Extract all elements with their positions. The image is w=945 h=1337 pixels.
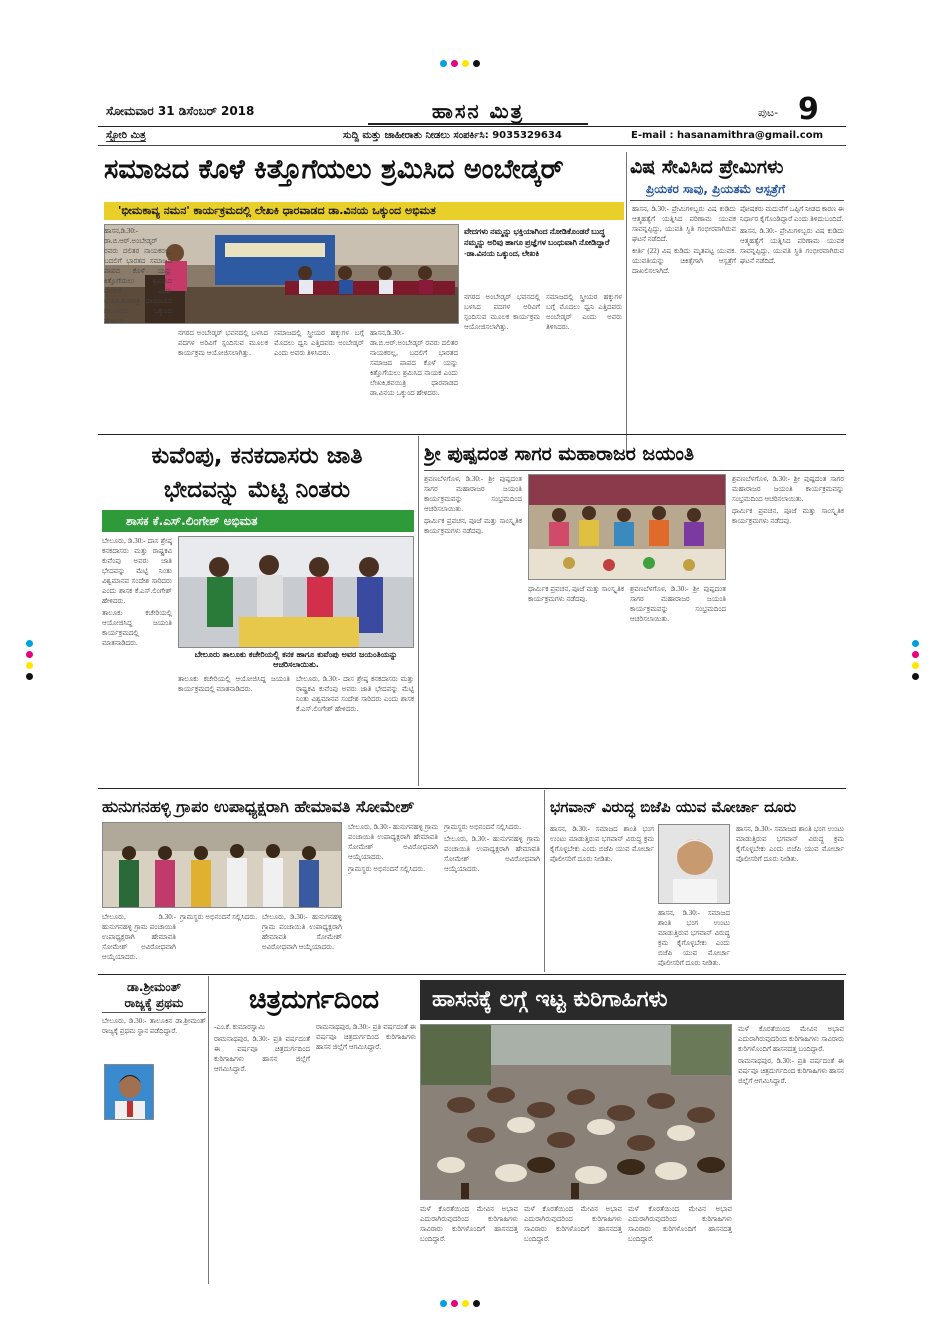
ambedkar-headline: ಸಮಾಜದ ಕೊಳೆ ಕಿತ್ತೊಗೆಯಲು ಶ್ರಮಿಸಿದ ಅಂಬೇಡ್ಕರ್	[104, 154, 564, 185]
hunugana-paragraph: ಗ್ರಾಮಸ್ಥರು ಅಭಿನಂದನೆ ಸಲ್ಲಿಸಿದರು.	[444, 823, 522, 831]
hasana-sheep-headline: ಹಾಸನಕ್ಕೆ ಲಗ್ಗೆ ಇಟ್ಟ ಕುರಿಗಾಹಿಗಳು	[420, 980, 844, 1020]
poison-paragraph: ಪೋಷಕರು ಮದುವೆಗೆ ಒಪ್ಪಿಗೆ ನೀಡದ ಕಾರಣ ಈ ನಿರ್ಧಾರ ಕೈಗೊಂಡಿದ್ದಾರೆ ಎಂದು ತಿಳಿದುಬಂದಿದೆ.	[740, 205, 844, 223]
sheep-paragraph: ಮಳೆ ಕೊರತೆಯಿಂದ ಮೇವಿನ ಅಭಾವ ಎದುರಾಗಿರುವುದರಿಂದ ಕುರಿಗಾಹಿಗಳು ಸಾವಿರಾರು ಕುರಿಗಳೊಂದಿಗೆ ಹಾಸನದತ್ತ ಬಂದಿದ್ದಾರೆ.	[420, 1205, 518, 1243]
poison-body-col1	[632, 204, 736, 456]
ambedkar-body-col1	[104, 226, 172, 456]
chitradurga-paragraph: ರಾಮನಾಥಪುರ, ಡಿ.30:- ಪ್ರತಿ ವರ್ಷದಂತೆ ಈ ವರ್ಷವೂ ಚಿತ್ರದುರ್ಗದಿಂದ ಕುರಿಗಾಹಿಗಳು ಹಾಸನ ಜಿಲ್ಲೆಗೆ ಆಗಮಿಸಿದ್ದಾರೆ.	[316, 1023, 416, 1051]
kuvempu-subheadline: ಶಾಸಕ ಕೆ.ಎಸ್.ಲಿಂಗೇಶ್ ಅಭಿಮತ	[102, 510, 414, 532]
sheep-paragraph: ಮಳೆ ಕೊರತೆಯಿಂದ ಮೇವಿನ ಅಭಾವ ಎದುರಾಗಿರುವುದರಿಂದ ಕುರಿಗಾಹಿಗಳು ಸಾವಿರಾರು ಕುರಿಗಳೊಂದಿಗೆ ಹಾಸನದತ್ತ ಬಂದಿದ್ದಾರೆ.	[738, 1025, 844, 1053]
hunugana-paragraph: ಗ್ರಾಮಸ್ಥರು ಅಭಿನಂದನೆ ಸಲ್ಲಿಸಿದರು.	[180, 913, 258, 921]
issue-date: ಸೋಮವಾರ 31 ಡಿಸೆಂಬರ್ 2018	[106, 104, 255, 118]
kuvempu-body-col2	[178, 674, 290, 786]
sheep-paragraph: ಮಳೆ ಕೊರತೆಯಿಂದ ಮೇವಿನ ಅಭಾವ ಎದುರಾಗಿರುವುದರಿಂದ ಕುರಿಗಾಹಿಗಳು ಸಾವಿರಾರು ಕುರಿಗಳೊಂದಿಗೆ ಹಾಸನದತ್ತ ಬಂದಿದ್ದಾರೆ.	[628, 1205, 732, 1243]
hunugana-paragraph: ಬೇಲೂರು, ಡಿ.30:- ಹುನುಗನಹಳ್ಳಿ ಗ್ರಾಮ ಪಂಚಾಯಿತಿ ಉಪಾಧ್ಯಕ್ಷರಾಗಿ ಹೇಮಾವತಿ ಸೋಮೇಶ್ ಅವಿರೋಧವಾಗಿ ಆಯ್ಕೆಯಾದರು.	[102, 913, 176, 961]
poison-rule	[630, 200, 844, 201]
section-logo: ಸ್ಟೋರಿ ಮಿತ್ರ	[106, 130, 146, 141]
kuvempu-body-col3	[296, 674, 414, 786]
rank-body	[102, 1016, 206, 1284]
hunugana-headline: ಹುನುಗನಹಳ್ಳಿ ಗ್ರಾಪಂ ಉಪಾಧ್ಯಕ್ಷರಾಗಿ ಹೇಮಾವತಿ ಸೋಮೇಶ್	[102, 797, 415, 816]
pushpadanta-event-photo	[528, 474, 726, 580]
kuvempu-paragraph: ಬೇಲೂರು, ಡಿ.30:- ದಾಸ ಶ್ರೇಷ್ಠ ಕನಕದಾಸರು ಮತ್ತು ರಾಷ್ಟ್ರಕವಿ ಕುವೆಂಪು ಅವರು ಜಾತಿ ಭೇದವನ್ನು ಮೆಟ್ಟಿ ನಿಂತು ವಿಶ್ವಮಾನವ ಸಂದೇಶ ಸಾರಿದರು ಎಂದು ಶಾಸಕ ಕೆ.ಎಸ್.ಲಿಂಗೇಶ್ ಹೇಳಿದರು.	[102, 537, 172, 605]
kuvempu-photo-caption: ಬೇಲೂರು ತಾಲೂಕು ಕಚೇರಿಯಲ್ಲಿ ಕನಕ ಹಾಗೂ ಕುವೆಂಪು ಅವರ ಜಯಂತಿಯನ್ನು ಆಚರಿಸಲಾಯಿತು.	[194, 650, 398, 669]
ambedkar-body-col5	[464, 292, 540, 456]
chitradurga-body-col2	[316, 1022, 416, 1284]
reg-yellow	[26, 662, 33, 669]
hunugana-body-col4	[348, 822, 438, 972]
bhagavan-body-col1	[550, 824, 654, 972]
pushpadanta-paragraph: ಧಾರ್ಮಿಕ ಪ್ರವಚನ, ಪೂಜೆ ಮತ್ತು ಸಾಂಸ್ಕೃತಿಕ ಕಾರ್ಯಕ್ರಮಗಳು ನಡೆದವು.	[732, 507, 844, 525]
quote-attribution: -ಡಾ.ವಿನಯ ಒಕ್ಕುಂದ, ಲೇಖಕಿ	[464, 249, 540, 258]
poison-subheadline: ಪ್ರಿಯಕರ ಸಾವು, ಪ್ರಿಯತಮೆ ಆಸ್ಪತ್ರೆಗೆ	[646, 182, 786, 196]
masthead	[98, 92, 846, 127]
ambedkar-body-col3	[274, 328, 364, 456]
poison-paragraph: ಕೀರ್ತಿ (22) ವಿಷ ಕುಡಿದು ಮೃತಪಟ್ಟ ಯುವಕ. ಯುವತಿಯನ್ನು ಚಿಕಿತ್ಸೆಗಾಗಿ ಆಸ್ಪತ್ರೆಗೆ ದಾಖಲಿಸಲಾಗಿದೆ.	[632, 247, 736, 275]
kuvempu-paragraph: ಬೇಲೂರು, ಡಿ.30:- ದಾಸ ಶ್ರೇಷ್ಠ ಕನಕದಾಸರು ಮತ್ತು ರಾಷ್ಟ್ರಕವಿ ಕುವೆಂಪು ಅವರು ಜಾತಿ ಭೇದವನ್ನು ಮೆಟ್ಟಿ ನಿಂತು ವಿಶ್ವಮಾನವ ಸಂದೇಶ ಸಾರಿದರು ಎಂದು ಶಾಸಕ ಕೆ.ಎಸ್.ಲಿಂಗೇಶ್ ಹೇಳಿದರು.	[296, 675, 414, 713]
pushpadanta-rule	[424, 470, 844, 471]
reg-magenta	[912, 651, 919, 658]
chitradurga-body-col1	[214, 1022, 310, 1284]
page-label: ಪುಟ-	[758, 106, 779, 119]
page-number: 9	[798, 92, 819, 127]
contact-rule	[98, 145, 846, 146]
kuvempu-paragraph: ತಾಲೂಕು ಕಚೇರಿಯಲ್ಲಿ ಆಯೋಜಿಸಿದ್ದ ಜಯಂತಿ ಕಾರ್ಯಕ್ರಮದಲ್ಲಿ ಮಾತನಾಡಿದರು.	[102, 609, 172, 647]
pushpadanta-body-col1	[424, 474, 522, 786]
column-rule	[626, 152, 627, 456]
column-rule	[208, 976, 209, 1284]
hunugana-body-col2	[180, 912, 258, 972]
sheep-body-col4	[738, 1024, 844, 1284]
registration-marks-right	[912, 640, 919, 680]
column-rule	[544, 790, 545, 972]
section-divider	[98, 974, 846, 975]
reg-magenta	[26, 651, 33, 658]
ambedkar-pull-quote	[464, 226, 620, 286]
hunugana-paragraph: ಗ್ರಾಮಸ್ಥರು ಅಭಿನಂದನೆ ಸಲ್ಲಿಸಿದರು.	[348, 865, 426, 873]
paper-title: ಹಾಸನ ಮಿತ್ರ	[368, 99, 588, 125]
poison-headline: ವಿಷ ಸೇವಿಸಿದ ಪ್ರೇಮಿಗಳು	[630, 156, 784, 178]
hunugana-group-photo	[102, 822, 342, 908]
reg-cyan	[440, 1300, 447, 1307]
kuvempu-headline-line1: ಕುವೆಂಪು, ಕನಕದಾಸರು ಜಾತಿ	[151, 443, 363, 469]
rank-rule	[102, 1012, 206, 1013]
bhagavan-paragraph: ಹಾಸನ, ಡಿ.30:- ಸಮಾಜದ ಶಾಂತಿ ಭಂಗ ಉಂಟು ಮಾಡುತ್ತಿರುವ ಭಗವಾನ್ ವಿರುದ್ಧ ಕ್ರಮ ಕೈಗೊಳ್ಳಬೇಕು ಎಂದು ಬಿಜೆಪಿ ಯುವ ಮೋರ್ಚಾ ಪೊಲೀಸರಿಗೆ ದೂರು ನೀಡಿತು.	[736, 825, 844, 863]
poison-body-col2	[740, 204, 844, 456]
chitradurga-headline: ಚಿತ್ರದುರ್ಗದಿಂದ	[248, 985, 380, 1015]
ambedkar-subheadline: 'ಭೀಮಕಾವ್ಯ ನಮನ' ಕಾರ್ಯಕ್ರಮದಲ್ಲಿ ಲೇಖಕಿ ಧಾರವಾಡದ ಡಾ.ವಿನಯ ಒಕ್ಕುಂದ ಅಭಿಮತ	[104, 202, 624, 220]
ambedkar-body-col4	[370, 328, 458, 456]
hunugana-paragraph: ಬೇಲೂರು, ಡಿ.30:- ಹುನುಗನಹಳ್ಳಿ ಗ್ರಾಮ ಪಂಚಾಯಿತಿ ಉಪಾಧ್ಯಕ್ಷರಾಗಿ ಹೇಮಾವತಿ ಸೋಮೇಶ್ ಅವಿರೋಧವಾಗಿ ಆಯ್ಕೆಯಾದರು.	[262, 913, 342, 951]
kuvempu-paragraph: ತಾಲೂಕು ಕಚೇರಿಯಲ್ಲಿ ಆಯೋಜಿಸಿದ್ದ ಜಯಂತಿ ಕಾರ್ಯಕ್ರಮದಲ್ಲಿ ಮಾತನಾಡಿದರು.	[178, 675, 290, 693]
ambedkar-body-col6	[546, 292, 622, 456]
pushpadanta-body-col4	[732, 474, 844, 786]
ambedkar-paragraph: ನಗರದ ಅಂಬೇಡ್ಕರ್ ಭವನದಲ್ಲಿ ಬಳಸಿದ ಪದಗಳ ಅರಿವಿಗೆ ಸ್ಪಂದಿಸುವ ಮೂಲಕ ಕಾರ್ಯಕ್ರಮ ಆಯೋಜಿಸಲಾಗಿತ್ತು.	[464, 293, 540, 331]
sheep-body-col1	[420, 1204, 518, 1284]
sheep-body-col2	[524, 1204, 622, 1284]
reg-magenta	[451, 1300, 458, 1307]
reg-black	[912, 673, 919, 680]
contact-email: E-mail : hasanamithra@gmail.com	[631, 130, 824, 141]
sheep-herd-photo	[420, 1024, 732, 1200]
hunugana-body-col3	[262, 912, 342, 972]
reg-cyan	[440, 60, 447, 67]
ambedkar-paragraph: ಸಮಾಜದಲ್ಲಿ ಸ್ತ್ರೀಯರ ಹಕ್ಕುಗಳ ಬಗ್ಗೆ ಮೊದಲು ಧ್ವನಿ ಎತ್ತಿದವರು ಅಂಬೇಡ್ಕರ್ ಎಂದು ಅವರು ತಿಳಿಸಿದರು.	[274, 329, 364, 357]
hunugana-body-col1	[102, 912, 176, 972]
ambedkar-paragraph: ಹಾಸನ,ಡಿ.30:- ಡಾ.ಬಿ.ಆರ್.ಅಂಬೇಡ್ಕರ್ ರವರು ದಲಿತರ ನಾಯಕರಲ್ಲ, ಬದಲಿಗೆ ಭಾರತದ ಸಮಾಜದ ಪಾಪದ ಕೊಳೆ ಯನ್ನು ಕಿತ್ತೊಗೆಯಲು ಶ್ರಮಿಸಿದ ನಾಯಕ ಎಂದು ಲೇಖಕಿ,ಕವಯಿತ್ರಿ ಧಾರವಾಡದ ಡಾ.ವಿನಯ ಒಕ್ಕುಂದ ಹೇಳಿದರು.	[104, 227, 172, 325]
rank-headline-line1: ಡಾ.ಶ್ರೀಮಂತ್	[127, 980, 181, 994]
hunugana-body-col5	[444, 822, 540, 972]
chitradurga-paragraph: -ಎಂ.ಕೆ. ಕುಮಾರಸ್ವಾಮಿ	[214, 1023, 265, 1031]
masthead-rule	[98, 126, 846, 127]
registration-marks-bottom	[440, 1300, 480, 1307]
reg-yellow	[462, 60, 469, 67]
reg-yellow	[462, 1300, 469, 1307]
bhagavan-body-col2	[658, 908, 730, 972]
registration-marks-left	[26, 640, 33, 680]
quote-text: ವೇದಗಳು ನಮ್ಮನ್ನು ಭಕ್ತಿಯಾಗಿಂದ ನೋಡಿಕೊಂಡರೆ ಬುದ್ಧ ನಮ್ಮನ್ನು ಅರಿವು ಹಾಗೂ ಪ್ರಜ್ಞೆಗಳ ಬಂಧುವಾಗಿ ನೋಡಿದ್ದಾರೆ	[464, 227, 610, 247]
kuvempu-headline-line2: ಭೇದವನ್ನು ಮೆಟ್ಟಿ ನಿಂತರು	[163, 477, 351, 503]
contact-strip	[98, 130, 846, 144]
poison-paragraph: ಹಾಸನ, ಡಿ.30:- ಪ್ರೇಮಿಗಳಿಬ್ಬರು ವಿಷ ಕುಡಿದು ಆತ್ಮಹತ್ಯೆಗೆ ಯತ್ನಿಸಿದ ಪರಿಣಾಮ ಯುವಕ ಸಾವನ್ನಪ್ಪಿದ್ದು, ಯುವತಿ ಸ್ಥಿತಿ ಗಂಭೀರವಾಗಿರುವ ಘಟನೆ ನಡೆದಿದೆ.	[632, 205, 736, 243]
bhagavan-body-col3	[736, 824, 844, 972]
chitradurga-paragraph: ರಾಮನಾಥಪುರ, ಡಿ.30:- ಪ್ರತಿ ವರ್ಷದಂತೆ ಈ ವರ್ಷವೂ ಚಿತ್ರದುರ್ಗದಿಂದ ಕುರಿಗಾಹಿಗಳು ಹಾಸನ ಜಿಲ್ಲೆಗೆ ಆಗಮಿಸಿದ್ದಾರೆ.	[214, 1035, 310, 1073]
pushpadanta-paragraph: ಶ್ರವಣಬೆಳಗೊಳ, ಡಿ.30:- ಶ್ರೀ ಪುಷ್ಪದಂತ ಸಾಗರ ಮಹಾರಾಜರ ಜಯಂತಿ ಕಾರ್ಯಕ್ರಮವನ್ನು ಸಂಭ್ರಮದಿಂದ ಆಚರಿಸಲಾಯಿತು.	[630, 585, 726, 623]
hunugana-paragraph: ಬೇಲೂರು, ಡಿ.30:- ಹುನುಗನಹಳ್ಳಿ ಗ್ರಾಮ ಪಂಚಾಯಿತಿ ಉಪಾಧ್ಯಕ್ಷರಾಗಿ ಹೇಮಾವತಿ ಸೋಮೇಶ್ ಅವಿರೋಧವಾಗಿ ಆಯ್ಕೆಯಾದರು.	[444, 835, 540, 873]
sheep-paragraph: ರಾಮನಾಥಪುರ, ಡಿ.30:- ಪ್ರತಿ ವರ್ಷದಂತೆ ಈ ವರ್ಷವೂ ಚಿತ್ರದುರ್ಗದಿಂದ ಕುರಿಗಾಹಿಗಳು ಹಾಸನ ಜಿಲ್ಲೆಗೆ ಆಗಮಿಸಿದ್ದಾರೆ.	[738, 1057, 844, 1085]
pushpadanta-body-col2	[528, 584, 624, 786]
pushpadanta-body-col3	[630, 584, 726, 786]
reg-cyan	[912, 640, 919, 647]
rank-paragraph: ಬೇಲೂರು, ಡಿ.30:- ತಾಲೂಕಿನ ಡಾ.ಶ್ರೀಮಂತ್ ರಾಜ್ಯಕ್ಕೆ ಪ್ರಥಮ ಸ್ಥಾನ ಪಡೆದಿದ್ದಾರೆ.	[102, 1017, 206, 1035]
contact-phone: ಸುದ್ದಿ ಮತ್ತು ಜಾಹೀರಾತು ನೀಡಲು ಸಂಪರ್ಕಿಸಿ: 9035329634	[343, 130, 562, 141]
ambedkar-body-col2	[178, 328, 268, 456]
kuvempu-body-col1	[102, 536, 172, 786]
reg-black	[473, 60, 480, 67]
poison-paragraph: ಹಾಸನ, ಡಿ.30:- ಪ್ರೇಮಿಗಳಿಬ್ಬರು ವಿಷ ಕುಡಿದು ಆತ್ಮಹತ್ಯೆಗೆ ಯತ್ನಿಸಿದ ಪರಿಣಾಮ ಯುವಕ ಸಾವನ್ನಪ್ಪಿದ್ದು, ಯುವತಿ ಸ್ಥಿತಿ ಗಂಭೀರವಾಗಿರುವ ಘಟನೆ ನಡೆದಿದೆ.	[740, 227, 844, 265]
column-rule	[418, 436, 419, 786]
ambedkar-paragraph: ಸಮಾಜದಲ್ಲಿ ಸ್ತ್ರೀಯರ ಹಕ್ಕುಗಳ ಬಗ್ಗೆ ಮೊದಲು ಧ್ವನಿ ಎತ್ತಿದವರು ಅಂಬೇಡ್ಕರ್ ಎಂದು ಅವರು ತಿಳಿಸಿದರು.	[546, 293, 622, 331]
kuvempu-event-photo	[178, 536, 414, 648]
ambedkar-paragraph: ಹಾಸನ,ಡಿ.30:- ಡಾ.ಬಿ.ಆರ್.ಅಂಬೇಡ್ಕರ್ ರವರು ದಲಿತರ ನಾಯಕರಲ್ಲ, ಬದಲಿಗೆ ಭಾರತದ ಸಮಾಜದ ಪಾಪದ ಕೊಳೆ ಯನ್ನು ಕಿತ್ತೊಗೆಯಲು ಶ್ರಮಿಸಿದ ನಾಯಕ ಎಂದು ಲೇಖಕಿ,ಕವಯಿತ್ರಿ ಧಾರವಾಡದ ಡಾ.ವಿನಯ ಒಕ್ಕುಂದ ಹೇಳಿದರು.	[370, 329, 458, 397]
pushpadanta-paragraph: ಧಾರ್ಮಿಕ ಪ್ರವಚನ, ಪೂಜೆ ಮತ್ತು ಸಾಂಸ್ಕೃತಿಕ ಕಾರ್ಯಕ್ರಮಗಳು ನಡೆದವು.	[424, 517, 522, 535]
section-divider	[98, 434, 846, 435]
section-divider	[98, 788, 846, 789]
hunugana-paragraph: ಬೇಲೂರು, ಡಿ.30:- ಹುನುಗನಹಳ್ಳಿ ಗ್ರಾಮ ಪಂಚಾಯಿತಿ ಉಪಾಧ್ಯಕ್ಷರಾಗಿ ಹೇಮಾವತಿ ಸೋಮೇಶ್ ಅವಿರೋಧವಾಗಿ ಆಯ್ಕೆಯಾದರು.	[348, 823, 438, 861]
bhagavan-paragraph: ಹಾಸನ, ಡಿ.30:- ಸಮಾಜದ ಶಾಂತಿ ಭಂಗ ಉಂಟು ಮಾಡುತ್ತಿರುವ ಭಗವಾನ್ ವಿರುದ್ಧ ಕ್ರಮ ಕೈಗೊಳ್ಳಬೇಕು ಎಂದು ಬಿಜೆಪಿ ಯುವ ಮೋರ್ಚಾ ಪೊಲೀಸರಿಗೆ ದೂರು ನೀಡಿತು.	[550, 825, 654, 863]
reg-black	[26, 673, 33, 680]
reg-cyan	[26, 640, 33, 647]
pushpadanta-paragraph: ಶ್ರವಣಬೆಳಗೊಳ, ಡಿ.30:- ಶ್ರೀ ಪುಷ್ಪದಂತ ಸಾಗರ ಮಹಾರಾಜರ ಜಯಂತಿ ಕಾರ್ಯಕ್ರಮವನ್ನು ಸಂಭ್ರಮದಿಂದ ಆಚರಿಸಲಾಯಿತು.	[424, 475, 522, 513]
ambedkar-paragraph: ನಗರದ ಅಂಬೇಡ್ಕರ್ ಭವನದಲ್ಲಿ ಬಳಸಿದ ಪದಗಳ ಅರಿವಿಗೆ ಸ್ಪಂದಿಸುವ ಮೂಲಕ ಕಾರ್ಯಕ್ರಮ ಆಯೋಜಿಸಲಾಗಿತ್ತು.	[178, 329, 268, 357]
sheep-paragraph: ಮಳೆ ಕೊರತೆಯಿಂದ ಮೇವಿನ ಅಭಾವ ಎದುರಾಗಿರುವುದರಿಂದ ಕುರಿಗಾಹಿಗಳು ಸಾವಿರಾರು ಕುರಿಗಳೊಂದಿಗೆ ಹಾಸನದತ್ತ ಬಂದಿದ್ದಾರೆ.	[524, 1205, 622, 1243]
reg-magenta	[451, 60, 458, 67]
pushpadanta-paragraph: ಧಾರ್ಮಿಕ ಪ್ರವಚನ, ಪೂಜೆ ಮತ್ತು ಸಾಂಸ್ಕೃತಿಕ ಕಾರ್ಯಕ್ರಮಗಳು ನಡೆದವು.	[528, 585, 624, 603]
bhagavan-portrait	[658, 824, 730, 904]
pushpadanta-headline: ಶ್ರೀ ಪುಷ್ಪದಂತ ಸಾಗರ ಮಹಾರಾಜರ ಜಯಂತಿ	[424, 443, 695, 465]
reg-black	[473, 1300, 480, 1307]
pushpadanta-paragraph: ಶ್ರವಣಬೆಳಗೊಳ, ಡಿ.30:- ಶ್ರೀ ಪುಷ್ಪದಂತ ಸಾಗರ ಮಹಾರಾಜರ ಜಯಂತಿ ಕಾರ್ಯಕ್ರಮವನ್ನು ಸಂಭ್ರಮದಿಂದ ಆಚರಿಸಲಾಯಿತು.	[732, 475, 844, 503]
reg-yellow	[912, 662, 919, 669]
newspaper-page	[98, 92, 846, 1286]
sheep-body-col3	[628, 1204, 732, 1284]
bhagavan-paragraph: ಹಾಸನ, ಡಿ.30:- ಸಮಾಜದ ಶಾಂತಿ ಭಂಗ ಉಂಟು ಮಾಡುತ್ತಿರುವ ಭಗವಾನ್ ವಿರುದ್ಧ ಕ್ರಮ ಕೈಗೊಳ್ಳಬೇಕು ಎಂದು ಬಿಜೆಪಿ ಯುವ ಮೋರ್ಚಾ ಪೊಲೀಸರಿಗೆ ದೂರು ನೀಡಿತು.	[658, 909, 730, 967]
bhagavan-headline: ಭಗವಾನ್ ವಿರುದ್ಧ ಬಿಜೆಪಿ ಯುವ ಮೋರ್ಚಾ ದೂರು	[550, 798, 797, 816]
rank-headline-line2: ರಾಜ್ಯಕ್ಕೆ ಪ್ರಥಮ	[124, 996, 184, 1010]
registration-marks-top	[440, 60, 480, 67]
